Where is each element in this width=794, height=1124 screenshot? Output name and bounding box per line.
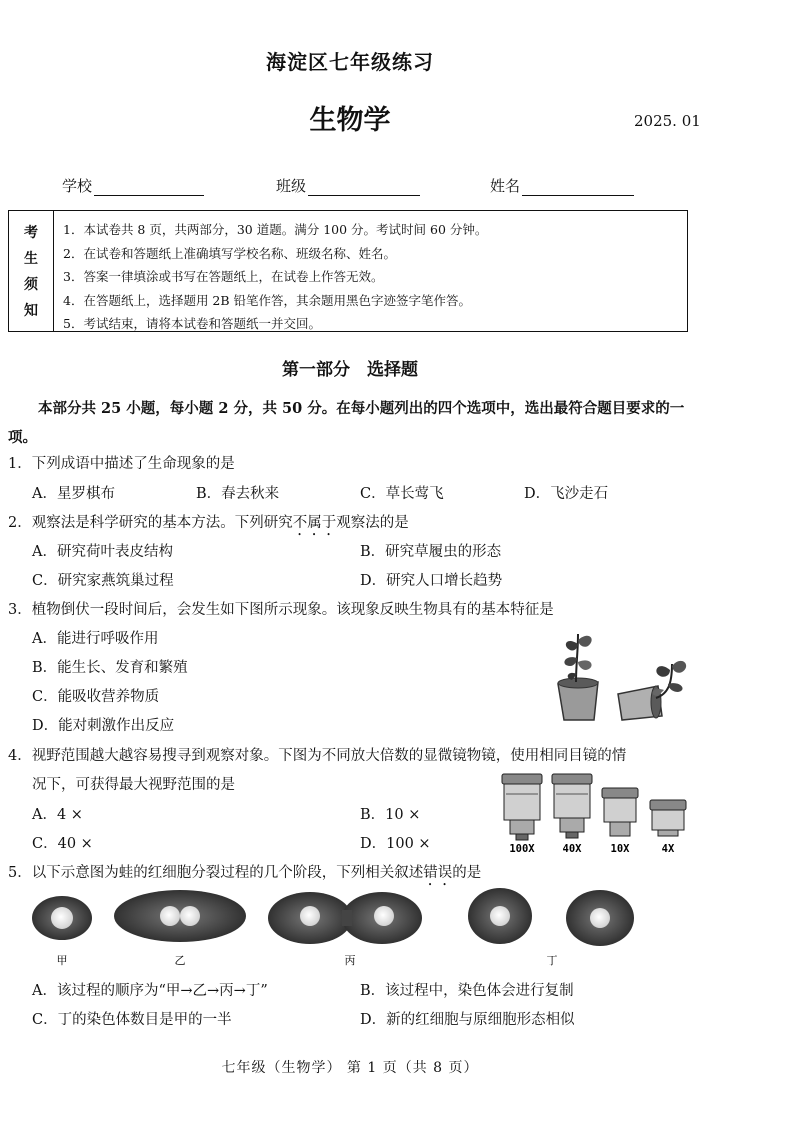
lens-label: 4X — [661, 843, 675, 855]
notice-item: 4．在答题纸上，选择题用 2B 铅笔作答，其余题用黑色字迹签字笔作答。 — [63, 292, 472, 308]
notice-list — [54, 211, 487, 331]
school-label: 学校 — [62, 177, 93, 195]
subject-title: 生物学 — [309, 105, 391, 136]
name-blank[interactable] — [522, 179, 634, 196]
notice-item: 3．答案一律填涂或书写在答题纸上，在试卷上作答无效。 — [63, 269, 384, 285]
exam-title: 海淀区七年级练习 — [266, 50, 434, 74]
q2-option-d[interactable]: D．研究人口增长趋势 — [360, 573, 503, 589]
q4-option-d[interactable]: D．100 × — [360, 836, 431, 852]
q5-option-a[interactable]: A．该过程的顺序为“甲→乙→丙→丁” — [32, 983, 268, 999]
class-field — [276, 175, 420, 196]
cell-bing — [268, 892, 422, 944]
cell-jia — [32, 896, 92, 940]
notice-item: 5．考试结束，请将本试卷和答题纸一并交回。 — [63, 316, 321, 332]
class-label: 班级 — [276, 177, 307, 195]
cell-yi — [114, 890, 246, 942]
name-field — [490, 175, 634, 196]
notice-heading-char: 生 — [24, 251, 38, 267]
question-1-stem: 1．下列成语中描述了生命现象的是 — [8, 456, 235, 472]
plant-tropism-figure — [548, 624, 694, 724]
school-field — [62, 175, 204, 196]
q1-option-a[interactable]: A．星罗棋布 — [32, 486, 115, 502]
objective-lens-10x — [602, 788, 638, 836]
notice-item: 1．本试卷共 8 页，共两部分，30 道题。满分 100 分。考试时间 60 分钟。 — [63, 222, 488, 237]
q5-emphasis: 错误 — [423, 865, 453, 881]
q1-option-c[interactable]: C．草长莺飞 — [360, 486, 444, 502]
cell-ding — [468, 888, 634, 946]
lens-label: 40X — [562, 843, 582, 855]
q5-stem-part: 5．以下示意图为蛙的红细胞分裂过程的几个阶段，下列相关叙述 — [8, 865, 424, 881]
cell-label: 丙 — [344, 954, 356, 967]
q5-option-b[interactable]: B．该过程中，染色体会进行复制 — [360, 983, 574, 999]
q3-option-d[interactable]: D．能对刺激作出反应 — [32, 718, 175, 734]
cell-division-figure — [20, 886, 660, 970]
question-5-stem — [8, 861, 481, 889]
q3-option-a[interactable]: A．能进行呼吸作用 — [32, 631, 159, 647]
objective-lens-100x — [502, 774, 542, 840]
q1-option-b[interactable]: B．春去秋来 — [196, 486, 280, 502]
name-label: 姓名 — [490, 177, 521, 195]
q5-option-d[interactable]: D．新的红细胞与原细胞形态相似 — [360, 1012, 575, 1028]
objective-lenses-figure — [496, 770, 694, 856]
tipped-potted-plant — [618, 661, 686, 720]
cell-label: 乙 — [174, 954, 186, 967]
lens-label: 10X — [610, 843, 630, 855]
q2-option-b[interactable]: B．研究草履虫的形态 — [360, 544, 502, 560]
objective-lens-4x — [650, 800, 686, 836]
q4-option-b[interactable]: B．10 × — [360, 807, 421, 823]
q2-stem-part: 2．观察法是科学研究的基本方法。下列研究 — [8, 515, 293, 531]
candidate-notice-box — [8, 210, 688, 332]
cell-label: 甲 — [56, 954, 68, 967]
objective-lens-40x — [552, 774, 592, 838]
section-title: 第一部分 选择题 — [282, 360, 418, 380]
class-blank[interactable] — [308, 179, 420, 196]
notice-heading — [9, 211, 54, 331]
q4-option-a[interactable]: A．4 × — [32, 807, 83, 823]
section-intro: 本部分共 25 小题，每小题 2 分，共 50 分。在每小题列出的四个选项中，选出最符合题目要求的一项。 — [8, 400, 685, 446]
question-3-stem: 3．植物倒伏一段时间后，会发生如下图所示现象。该现象反映生物具有的基本特征是 — [8, 602, 554, 618]
q5-stem-part: 的是 — [452, 865, 482, 881]
upright-potted-plant — [558, 634, 598, 720]
q3-option-c[interactable]: C．能吸收营养物质 — [32, 689, 160, 705]
q2-option-a[interactable]: A．研究荷叶表皮结构 — [32, 544, 173, 560]
q4-option-c[interactable]: C．40 × — [32, 836, 93, 852]
q2-option-c[interactable]: C．研究家燕筑巢过程 — [32, 573, 174, 589]
q3-option-b[interactable]: B．能生长、发育和繁殖 — [32, 660, 188, 676]
q5-option-c[interactable]: C．丁的染色体数目是甲的一半 — [32, 1012, 232, 1028]
page-footer: 七年级（生物学） 第 1 页（共 8 页） — [221, 1060, 479, 1076]
question-2-stem — [8, 511, 409, 539]
notice-item: 2．在试卷和答题纸上准确填写学校名称、班级名称、姓名。 — [63, 245, 396, 261]
q2-stem-part: 观察法的是 — [336, 515, 409, 531]
school-blank[interactable] — [94, 179, 204, 196]
lens-label: 100X — [509, 843, 535, 855]
cell-label: 丁 — [546, 954, 558, 967]
q1-option-d[interactable]: D．飞沙走石 — [524, 486, 609, 502]
q2-emphasis: 不属于 — [292, 515, 337, 531]
notice-heading-char: 知 — [24, 303, 38, 319]
question-4-stem-line1: 4．视野范围越大越容易搜寻到观察对象。下图为不同放大倍数的显微镜物镜，使用相同目镜的情 — [8, 748, 627, 764]
notice-heading-char: 须 — [24, 277, 38, 293]
exam-date: 2025. 01 — [634, 112, 701, 130]
notice-heading-char: 考 — [24, 225, 38, 241]
question-4-stem-line2: 况下，可获得最大视野范围的是 — [32, 777, 235, 793]
